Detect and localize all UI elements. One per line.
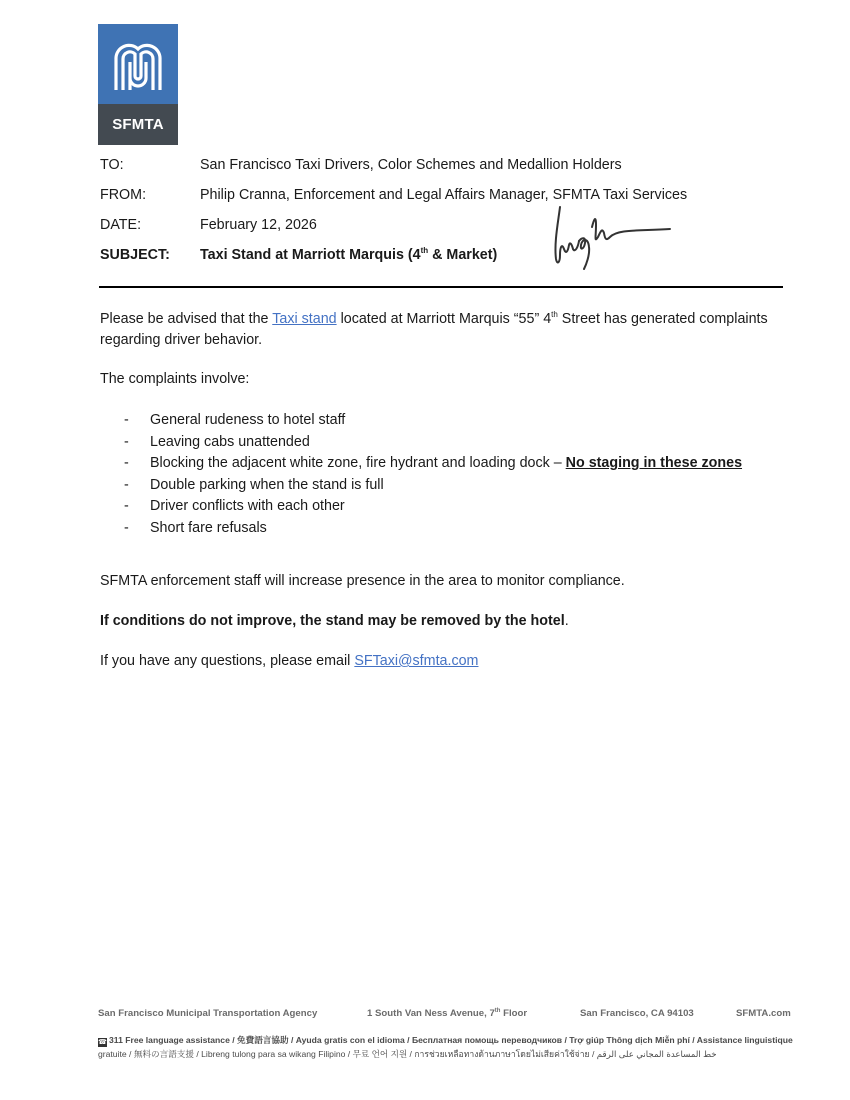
- sfmta-logo: [98, 24, 178, 145]
- from-label: FROM:: [100, 187, 147, 203]
- logo-blue-panel: [98, 24, 178, 104]
- intro-sup: th: [551, 310, 558, 319]
- list-dash: -: [124, 476, 129, 493]
- handwritten-signature: [548, 203, 678, 271]
- list-dash: -: [124, 498, 129, 514]
- subject-sup: th: [420, 246, 429, 255]
- list-item-text: Short fare refusals: [150, 519, 267, 536]
- language-text-1: 311 Free language assistance / 免費語言協助 / Ayuda gratis con el idioma / Бесплатная помощь переводчиков / Trợ giúp Thông dịch Miễn phí / Assistance linguistique: [109, 1035, 793, 1045]
- language-assistance: [98, 1033, 798, 1061]
- enforcement-paragraph: SFMTA enforcement staff will increase presence in the area to monitor compliance.: [100, 573, 625, 589]
- list-item-text: Driver conflicts with each other: [150, 498, 345, 514]
- footer-address: [367, 1008, 527, 1019]
- list-dash: -: [124, 519, 129, 536]
- email-link[interactable]: SFTaxi@sfmta.com: [354, 653, 479, 669]
- contact-text: If you have any questions, please email: [100, 653, 355, 669]
- list-dash: -: [124, 455, 129, 471]
- list-item: [100, 453, 780, 475]
- to-value: San Francisco Taxi Drivers, Color Schemes and Medallion Holders: [200, 157, 622, 173]
- address-sup: th: [494, 1008, 501, 1014]
- intro-text-end: Street has generated complaints regarding driver behavior.: [100, 311, 768, 348]
- list-item-text: General rudeness to hotel staff: [150, 412, 346, 428]
- list-item: [100, 432, 780, 454]
- taxi-stand-link[interactable]: Taxi stand: [272, 311, 337, 327]
- intro-text: Please be advised that the: [100, 311, 273, 327]
- intro-text-mid: located at Marriott Marquis “55” 4: [336, 311, 552, 327]
- complaints-intro: The complaints involve:: [100, 371, 250, 387]
- phone-311-icon: ☎: [98, 1039, 107, 1046]
- warning-text: If conditions do not improve, the stand may be removed by the hotel: [100, 613, 565, 629]
- language-line-1: [98, 1033, 798, 1047]
- footer-website: SFMTA.com: [736, 1008, 791, 1019]
- logo-text: SFMTA: [98, 104, 178, 145]
- list-dash: -: [124, 412, 129, 428]
- language-line-2: [98, 1047, 798, 1061]
- address-text-end: Floor: [500, 1008, 528, 1019]
- footer-city: San Francisco, CA 94103: [580, 1008, 694, 1019]
- no-staging-emphasis: No staging in these zones: [565, 455, 743, 471]
- sfmta-m-logo-icon: [112, 40, 164, 90]
- footer-agency: San Francisco Municipal Transportation Agency: [98, 1008, 318, 1019]
- list-item: [100, 518, 780, 540]
- list-item-text: Leaving cabs unattended: [150, 433, 310, 450]
- subject-text: Taxi Stand at Marriott Marquis (4: [200, 247, 421, 263]
- warning-paragraph: [100, 611, 569, 632]
- contact-paragraph: [100, 651, 478, 672]
- intro-paragraph: [100, 309, 780, 351]
- complaints-list: [100, 410, 780, 539]
- warning-period: .: [564, 613, 569, 629]
- date-label: DATE:: [100, 217, 142, 233]
- list-item-text: Double parking when the stand is full: [150, 476, 384, 493]
- from-value: Philip Cranna, Enforcement and Legal Affairs Manager, SFMTA Taxi Services: [200, 187, 688, 203]
- date-value: February 12, 2026: [200, 217, 317, 233]
- to-label: TO:: [100, 157, 124, 173]
- subject-value: [200, 247, 497, 263]
- list-item-text: Blocking the adjacent white zone, fire hydrant and loading dock –: [150, 455, 566, 471]
- language-text-2: gratuite / 無料の言語支援 / Libreng tulong para sa wikang Filipino / 무료 언어 지원 / การช่วยเหลือทางด้านภาษาโดยไม่เสียค่าใช้จ่าย / خط المساعدة المجاني على الرقم: [98, 1049, 717, 1059]
- list-item: [100, 410, 780, 432]
- header-divider: [99, 286, 783, 288]
- list-item: [100, 496, 780, 518]
- list-dash: -: [124, 433, 129, 450]
- subject-text-end: & Market): [428, 247, 498, 263]
- list-item: [100, 475, 780, 497]
- address-text: 1 South Van Ness Avenue, 7: [367, 1008, 495, 1019]
- subject-label: SUBJECT:: [100, 247, 170, 263]
